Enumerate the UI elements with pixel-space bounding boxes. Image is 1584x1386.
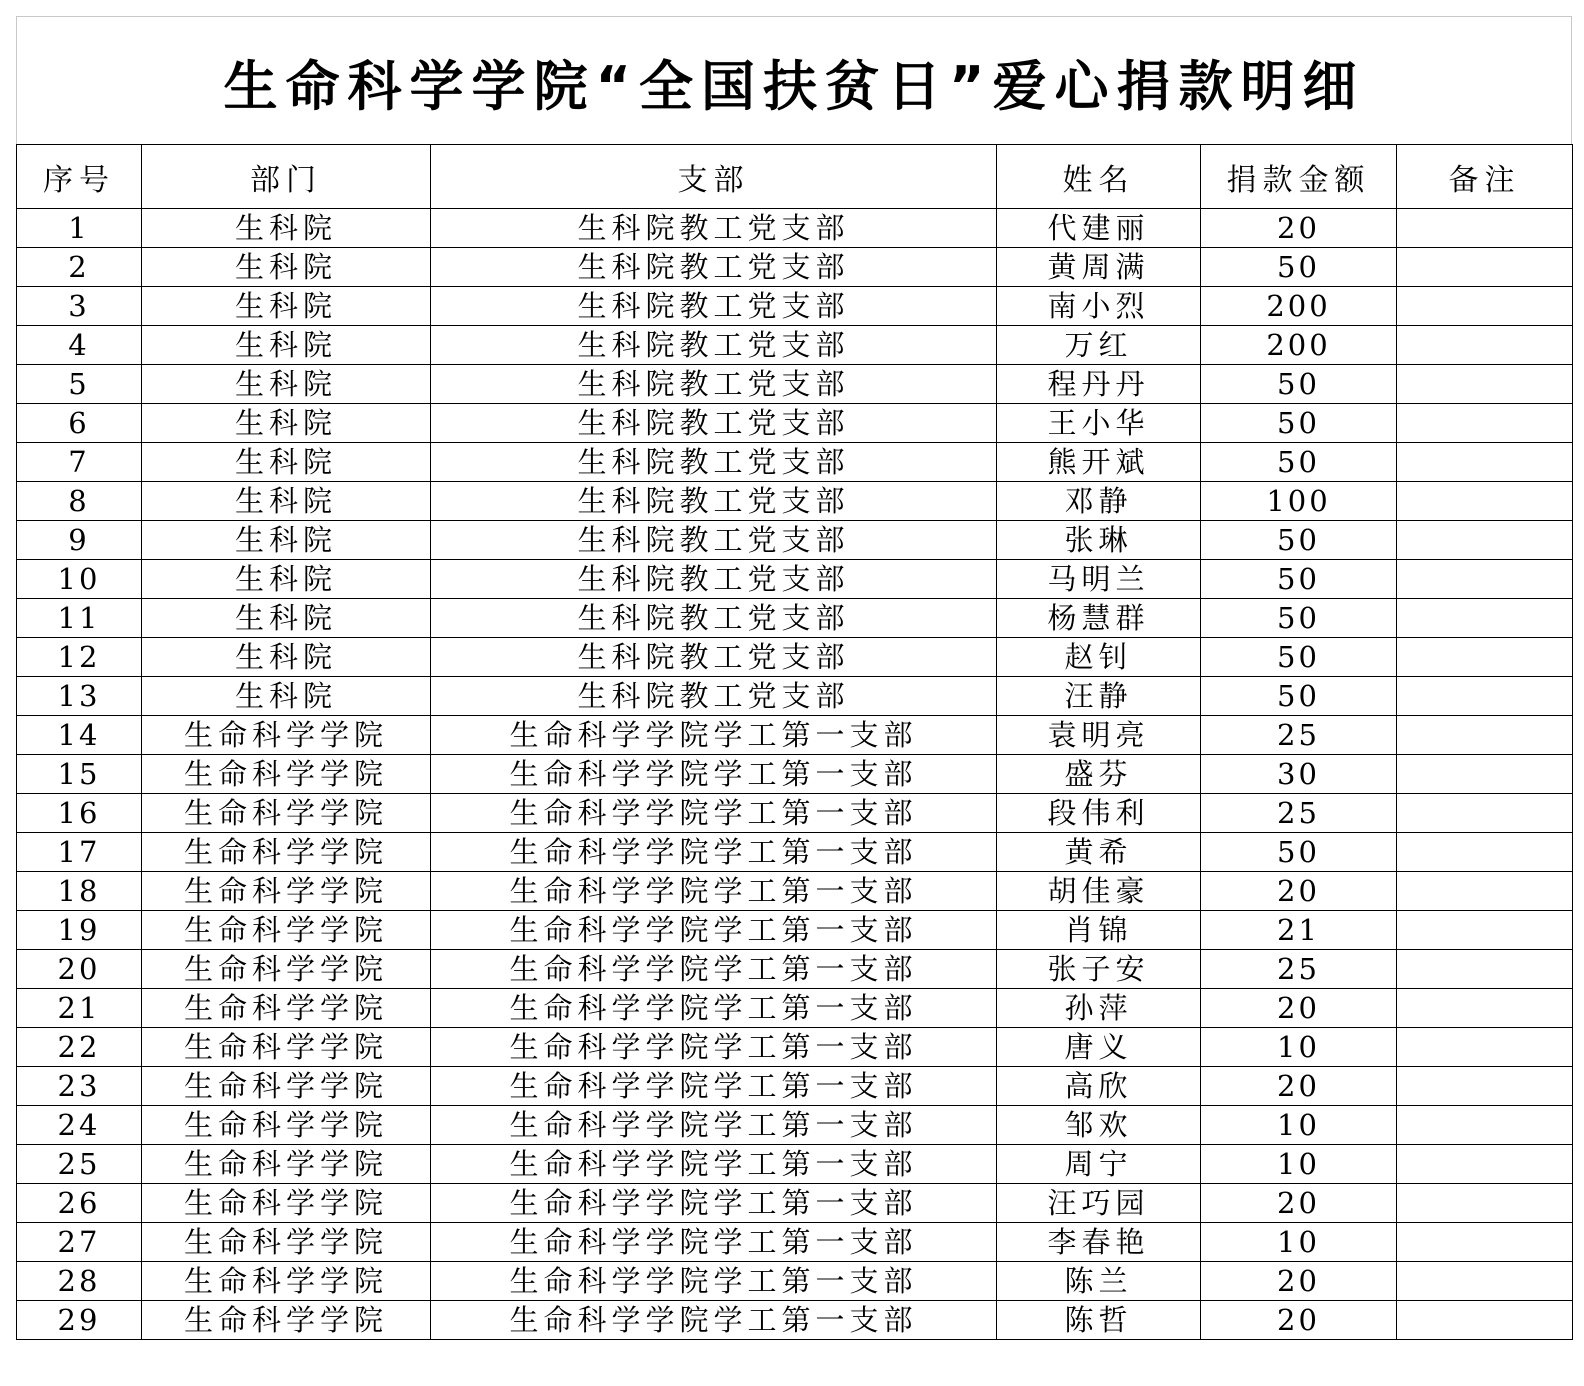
cell-no[interactable]: 7 [17,443,142,482]
header-branch[interactable]: 支部 [431,145,997,209]
table-row [17,1223,1573,1262]
cell-no[interactable]: 3 [17,287,142,326]
table-body [17,209,1573,1340]
cell-branch[interactable]: 生命科学学院学工第一支部 [431,1184,997,1223]
cell-branch[interactable]: 生科院教工党支部 [431,209,997,248]
cell-dept[interactable]: 生命科学学院 [142,1184,431,1223]
header-amount[interactable]: 捐款金额 [1201,145,1397,209]
cell-name[interactable]: 邹欢 [997,1106,1201,1145]
cell-note[interactable] [1397,716,1573,755]
cell-branch[interactable]: 生科院教工党支部 [431,404,997,443]
cell-note[interactable] [1397,1106,1573,1145]
cell-branch[interactable]: 生命科学学院学工第一支部 [431,872,997,911]
cell-dept[interactable]: 生命科学学院 [142,1145,431,1184]
cell-no[interactable]: 6 [17,404,142,443]
cell-name[interactable]: 孙萍 [997,989,1201,1028]
cell-dept[interactable]: 生命科学学院 [142,1223,431,1262]
cell-amount[interactable]: 50 [1201,638,1397,677]
table-row [17,911,1573,950]
cell-branch[interactable]: 生命科学学院学工第一支部 [431,794,997,833]
cell-dept[interactable]: 生命科学学院 [142,1106,431,1145]
cell-dept[interactable]: 生科院 [142,404,431,443]
cell-no[interactable]: 28 [17,1262,142,1301]
cell-branch[interactable]: 生命科学学院学工第一支部 [431,1145,997,1184]
cell-amount[interactable]: 50 [1201,443,1397,482]
page-title: 生命科学学院“全国扶贫日”爱心捐款明细 [223,55,1365,118]
cell-no[interactable]: 1 [17,209,142,248]
cell-amount[interactable]: 50 [1201,404,1397,443]
cell-name[interactable]: 袁明亮 [997,716,1201,755]
cell-amount[interactable]: 50 [1201,560,1397,599]
cell-note[interactable] [1397,287,1573,326]
cell-branch[interactable]: 生命科学学院学工第一支部 [431,755,997,794]
cell-note[interactable] [1397,872,1573,911]
cell-no[interactable]: 21 [17,989,142,1028]
cell-branch[interactable]: 生命科学学院学工第一支部 [431,1223,997,1262]
cell-branch[interactable]: 生命科学学院学工第一支部 [431,1106,997,1145]
cell-dept[interactable]: 生科院 [142,326,431,365]
cell-note[interactable] [1397,1067,1573,1106]
cell-dept[interactable]: 生命科学学院 [142,989,431,1028]
cell-name[interactable]: 盛芬 [997,755,1201,794]
table-row [17,872,1573,911]
table-row [17,638,1573,677]
cell-note[interactable] [1397,1223,1573,1262]
cell-name[interactable]: 唐义 [997,1028,1201,1067]
cell-note[interactable] [1397,755,1573,794]
cell-note[interactable] [1397,482,1573,521]
cell-dept[interactable]: 生命科学学院 [142,833,431,872]
cell-no[interactable]: 19 [17,911,142,950]
cell-dept[interactable]: 生科院 [142,209,431,248]
cell-dept[interactable]: 生命科学学院 [142,755,431,794]
cell-name[interactable]: 高欣 [997,1067,1201,1106]
table-row [17,1028,1573,1067]
cell-amount[interactable]: 10 [1201,1223,1397,1262]
table-row [17,1184,1573,1223]
cell-name[interactable]: 张琳 [997,521,1201,560]
cell-name[interactable]: 李春艳 [997,1223,1201,1262]
cell-dept[interactable]: 生科院 [142,365,431,404]
cell-dept[interactable]: 生命科学学院 [142,1262,431,1301]
cell-no[interactable]: 8 [17,482,142,521]
cell-no[interactable]: 4 [17,326,142,365]
table-row [17,1301,1573,1340]
header-row [17,145,1573,209]
cell-note[interactable] [1397,794,1573,833]
cell-name[interactable]: 万红 [997,326,1201,365]
cell-branch[interactable]: 生命科学学院学工第一支部 [431,716,997,755]
cell-no[interactable]: 16 [17,794,142,833]
cell-amount[interactable]: 10 [1201,1106,1397,1145]
cell-note[interactable] [1397,1145,1573,1184]
cell-branch[interactable]: 生科院教工党支部 [431,482,997,521]
cell-dept[interactable]: 生科院 [142,560,431,599]
cell-amount[interactable]: 25 [1201,794,1397,833]
cell-name[interactable]: 汪巧园 [997,1184,1201,1223]
cell-name[interactable]: 邓静 [997,482,1201,521]
cell-note[interactable] [1397,248,1573,287]
cell-note[interactable] [1397,1301,1573,1340]
cell-amount[interactable]: 50 [1201,248,1397,287]
cell-dept[interactable]: 生命科学学院 [142,872,431,911]
cell-name[interactable]: 陈兰 [997,1262,1201,1301]
cell-amount[interactable]: 20 [1201,209,1397,248]
table-row [17,794,1573,833]
table-row [17,326,1573,365]
cell-amount[interactable]: 100 [1201,482,1397,521]
header-name[interactable]: 姓名 [997,145,1201,209]
table-row [17,1262,1573,1301]
table-row [17,287,1573,326]
cell-dept[interactable]: 生科院 [142,521,431,560]
cell-note[interactable] [1397,989,1573,1028]
cell-no[interactable]: 20 [17,950,142,989]
table-row [17,1106,1573,1145]
cell-dept[interactable]: 生科院 [142,638,431,677]
cell-no[interactable]: 13 [17,677,142,716]
header-note[interactable]: 备注 [1397,145,1573,209]
cell-no[interactable]: 22 [17,1028,142,1067]
table-row [17,1067,1573,1106]
cell-no[interactable]: 2 [17,248,142,287]
cell-dept[interactable]: 生科院 [142,287,431,326]
cell-note[interactable] [1397,638,1573,677]
cell-name[interactable]: 熊开斌 [997,443,1201,482]
cell-branch[interactable]: 生科院教工党支部 [431,248,997,287]
cell-name[interactable]: 肖锦 [997,911,1201,950]
cell-amount[interactable]: 20 [1201,1184,1397,1223]
cell-branch[interactable]: 生科院教工党支部 [431,443,997,482]
table-row [17,521,1573,560]
cell-branch[interactable]: 生命科学学院学工第一支部 [431,911,997,950]
table-row [17,443,1573,482]
table-row [17,209,1573,248]
cell-branch[interactable]: 生命科学学院学工第一支部 [431,1028,997,1067]
table-row [17,560,1573,599]
cell-amount[interactable]: 20 [1201,1262,1397,1301]
cell-no[interactable]: 14 [17,716,142,755]
cell-name[interactable]: 周宁 [997,1145,1201,1184]
cell-amount[interactable]: 30 [1201,755,1397,794]
cell-branch[interactable]: 生命科学学院学工第一支部 [431,1262,997,1301]
table-row [17,755,1573,794]
table-row [17,716,1573,755]
cell-amount[interactable]: 25 [1201,716,1397,755]
cell-dept[interactable]: 生科院 [142,599,431,638]
cell-amount[interactable]: 50 [1201,599,1397,638]
cell-amount[interactable]: 200 [1201,326,1397,365]
cell-name[interactable]: 汪静 [997,677,1201,716]
cell-note[interactable] [1397,1262,1573,1301]
cell-note[interactable] [1397,677,1573,716]
cell-name[interactable]: 黄周满 [997,248,1201,287]
cell-branch[interactable]: 生命科学学院学工第一支部 [431,1301,997,1340]
cell-no[interactable]: 24 [17,1106,142,1145]
cell-dept[interactable]: 生科院 [142,482,431,521]
table-row [17,677,1573,716]
cell-note[interactable] [1397,911,1573,950]
header-no[interactable]: 序号 [17,145,142,209]
table-row [17,404,1573,443]
cell-amount[interactable]: 50 [1201,365,1397,404]
cell-branch[interactable]: 生科院教工党支部 [431,326,997,365]
cell-no[interactable]: 9 [17,521,142,560]
cell-branch[interactable]: 生科院教工党支部 [431,599,997,638]
cell-note[interactable] [1397,599,1573,638]
cell-note[interactable] [1397,1184,1573,1223]
cell-dept[interactable]: 生命科学学院 [142,1028,431,1067]
cell-amount[interactable]: 10 [1201,1145,1397,1184]
cell-name[interactable]: 南小烈 [997,287,1201,326]
cell-amount[interactable]: 50 [1201,521,1397,560]
header-dept[interactable]: 部门 [142,145,431,209]
cell-name[interactable]: 张子安 [997,950,1201,989]
cell-note[interactable] [1397,209,1573,248]
cell-amount[interactable]: 20 [1201,1067,1397,1106]
cell-dept[interactable]: 生命科学学院 [142,950,431,989]
cell-note[interactable] [1397,443,1573,482]
table-row [17,1145,1573,1184]
cell-name[interactable]: 陈哲 [997,1301,1201,1340]
cell-no[interactable]: 10 [17,560,142,599]
cell-branch[interactable]: 生科院教工党支部 [431,287,997,326]
cell-dept[interactable]: 生命科学学院 [142,794,431,833]
table-row [17,950,1573,989]
cell-name[interactable]: 代建丽 [997,209,1201,248]
cell-no[interactable]: 5 [17,365,142,404]
cell-branch[interactable]: 生科院教工党支部 [431,365,997,404]
cell-note[interactable] [1397,326,1573,365]
cell-no[interactable]: 18 [17,872,142,911]
table-row [17,248,1573,287]
cell-name[interactable]: 杨慧群 [997,599,1201,638]
cell-branch[interactable]: 生科院教工党支部 [431,677,997,716]
cell-amount[interactable]: 20 [1201,872,1397,911]
cell-amount[interactable]: 50 [1201,833,1397,872]
cell-dept[interactable]: 生命科学学院 [142,1301,431,1340]
cell-branch[interactable]: 生科院教工党支部 [431,560,997,599]
cell-name[interactable]: 赵钊 [997,638,1201,677]
cell-name[interactable]: 段伟利 [997,794,1201,833]
cell-note[interactable] [1397,365,1573,404]
cell-note[interactable] [1397,404,1573,443]
cell-branch[interactable]: 生科院教工党支部 [431,521,997,560]
cell-note[interactable] [1397,560,1573,599]
table-row [17,482,1573,521]
cell-note[interactable] [1397,950,1573,989]
cell-no[interactable]: 27 [17,1223,142,1262]
cell-no[interactable]: 23 [17,1067,142,1106]
cell-note[interactable] [1397,833,1573,872]
cell-amount[interactable]: 20 [1201,1301,1397,1340]
cell-amount[interactable]: 50 [1201,677,1397,716]
cell-no[interactable]: 12 [17,638,142,677]
cell-dept[interactable]: 生命科学学院 [142,716,431,755]
donation-table [16,144,1573,1340]
cell-amount[interactable]: 20 [1201,989,1397,1028]
title-cell[interactable] [16,16,1572,144]
cell-amount[interactable]: 200 [1201,287,1397,326]
spreadsheet [16,16,1572,1378]
cell-no[interactable]: 29 [17,1301,142,1340]
cell-amount[interactable]: 25 [1201,950,1397,989]
cell-name[interactable]: 马明兰 [997,560,1201,599]
cell-branch[interactable]: 生命科学学院学工第一支部 [431,1067,997,1106]
cell-dept[interactable]: 生科院 [142,443,431,482]
table-row [17,365,1573,404]
cell-note[interactable] [1397,521,1573,560]
table-row [17,989,1573,1028]
cell-name[interactable]: 黄希 [997,833,1201,872]
cell-name[interactable]: 程丹丹 [997,365,1201,404]
cell-no[interactable]: 25 [17,1145,142,1184]
cell-name[interactable]: 王小华 [997,404,1201,443]
cell-branch[interactable]: 生科院教工党支部 [431,638,997,677]
cell-name[interactable]: 胡佳豪 [997,872,1201,911]
cell-amount[interactable]: 10 [1201,1028,1397,1067]
cell-dept[interactable]: 生命科学学院 [142,911,431,950]
cell-branch[interactable]: 生命科学学院学工第一支部 [431,833,997,872]
cell-branch[interactable]: 生命科学学院学工第一支部 [431,989,997,1028]
cell-dept[interactable]: 生命科学学院 [142,1067,431,1106]
cell-dept[interactable]: 生科院 [142,248,431,287]
cell-note[interactable] [1397,1028,1573,1067]
cell-dept[interactable]: 生科院 [142,677,431,716]
cell-no[interactable]: 17 [17,833,142,872]
cell-no[interactable]: 11 [17,599,142,638]
table-row [17,599,1573,638]
cell-branch[interactable]: 生命科学学院学工第一支部 [431,950,997,989]
table-row [17,833,1573,872]
table-header [17,145,1573,209]
cell-no[interactable]: 15 [17,755,142,794]
cell-amount[interactable]: 21 [1201,911,1397,950]
cell-no[interactable]: 26 [17,1184,142,1223]
